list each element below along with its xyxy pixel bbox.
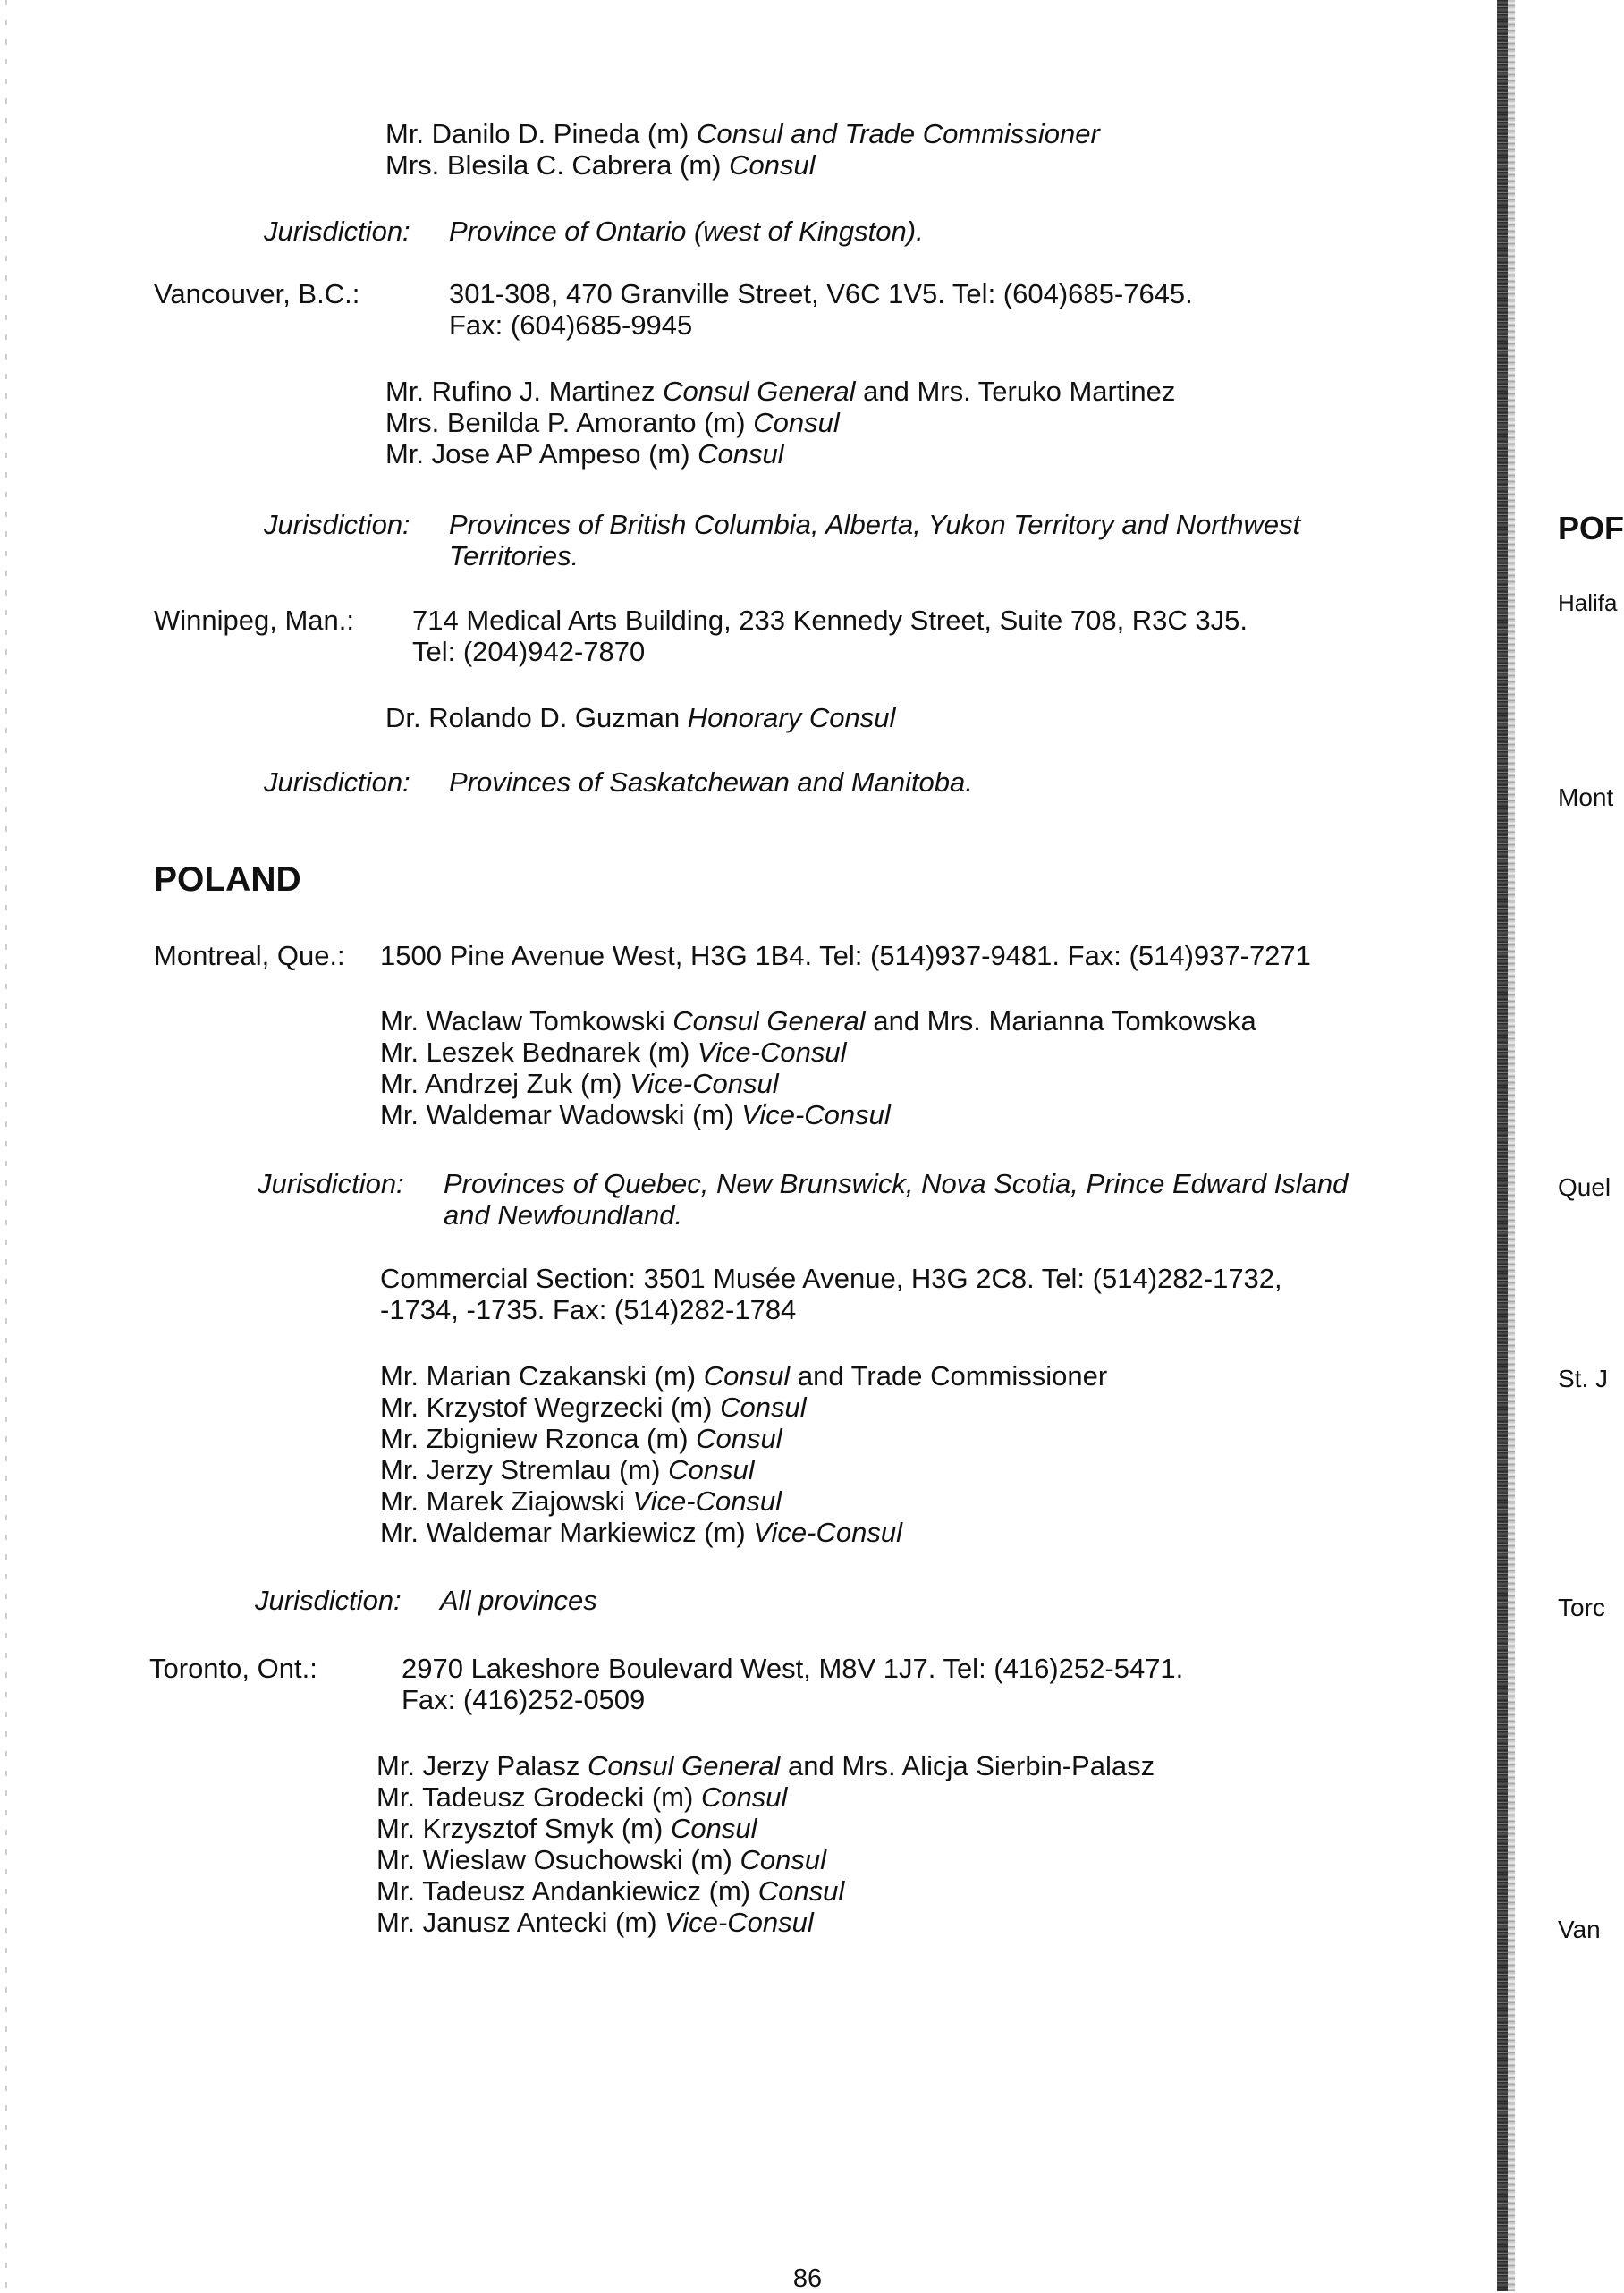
next-page-fragment: Mont	[1558, 783, 1614, 811]
staff-title: Vice-Consul	[697, 1037, 847, 1068]
montreal-address: 1500 Pine Avenue West, H3G 1B4. Tel: (514)937-9481. Fax: (514)937-7271	[380, 940, 1311, 971]
staff-line	[380, 1485, 1107, 1517]
staff-name: Mr. Danilo D. Pineda (m)	[385, 118, 689, 149]
staff-title: Consul	[668, 1454, 755, 1485]
scan-left-edge	[5, 0, 7, 2291]
staff-name: Mr. Krzystof Wegrzecki (m)	[380, 1392, 713, 1423]
address-line: Tel: (204)942-7870	[412, 636, 646, 667]
staff-line	[376, 1875, 1155, 1907]
staff-name: Mr. Rufino J. Martinez	[385, 376, 656, 407]
city-label-vancouver: Vancouver, B.C.:	[154, 278, 360, 309]
next-page-fragment: Halifa	[1558, 589, 1618, 616]
staff-line	[376, 1844, 1155, 1875]
staff-name: Mr. Leszek Bednarek (m)	[380, 1037, 690, 1068]
staff-line	[376, 1750, 1155, 1781]
staff-title: Consul	[729, 149, 816, 181]
staff-name: Mr. Waldemar Wadowski (m)	[380, 1099, 734, 1130]
next-page-fragment: Van	[1558, 1916, 1601, 1943]
jurisdiction-label: Jurisdiction:	[255, 1585, 402, 1616]
staff-line	[385, 376, 1175, 407]
staff-line	[380, 1392, 1107, 1423]
staff-line	[385, 407, 1175, 438]
staff-line	[385, 149, 1100, 181]
staff-name: Mr. Janusz Antecki (m)	[376, 1907, 657, 1938]
staff-title: Consul	[703, 1360, 791, 1392]
vancouver-staff-list	[385, 376, 1175, 470]
page-number: 86	[792, 2264, 823, 2293]
jurisdiction-text: Provinces of Saskatchewan and Manitoba.	[449, 766, 973, 798]
montreal-staff-list	[380, 1005, 1256, 1130]
city-label-winnipeg: Winnipeg, Man.:	[154, 605, 354, 636]
commercial-line: -1734, -1735. Fax: (514)282-1784	[380, 1294, 797, 1325]
address-line: 301-308, 470 Granville Street, V6C 1V5. Tel: (604)685-7645.	[449, 278, 1193, 309]
staff-name: Mr. Tadeusz Grodecki (m)	[376, 1781, 694, 1813]
next-page-fragment: Torc	[1558, 1594, 1605, 1621]
address-line: 714 Medical Arts Building, 233 Kennedy Street, Suite 708, R3C 3J5.	[412, 605, 1248, 636]
address-line: Fax: (416)252-0509	[402, 1684, 646, 1715]
staff-name: Mr. Marian Czakanski (m)	[380, 1360, 697, 1392]
staff-name: Mr. Marek Ziajowski	[380, 1485, 625, 1517]
montreal-jurisdiction	[444, 1168, 1348, 1231]
staff-line	[380, 1360, 1107, 1392]
staff-name: Mrs. Benilda P. Amoranto (m)	[385, 407, 746, 438]
staff-suffix: and Mrs. Teruko Martinez	[863, 376, 1176, 407]
jurisdiction-line: Territories.	[449, 540, 579, 571]
section-heading-poland: POLAND	[154, 860, 301, 899]
staff-name: Mr. Andrzej Zuk (m)	[380, 1068, 622, 1099]
staff-line	[376, 1907, 1155, 1938]
staff-suffix: and Mrs. Marianna Tomkowska	[873, 1005, 1256, 1037]
staff-line	[385, 702, 895, 733]
staff-title: Consul General	[672, 1005, 866, 1037]
city-label-montreal: Montreal, Que.:	[154, 940, 345, 971]
jurisdiction-label: Jurisdiction:	[264, 766, 410, 798]
vancouver-jurisdiction	[449, 509, 1300, 571]
staff-name: Mrs. Blesila C. Cabrera (m)	[385, 149, 722, 181]
staff-title: Consul	[700, 1781, 788, 1813]
staff-line	[380, 1037, 1256, 1068]
jurisdiction-label: Jurisdiction:	[264, 509, 410, 540]
staff-line	[380, 1423, 1107, 1454]
staff-title: Vice-Consul	[632, 1485, 782, 1517]
commercial-staff-list	[380, 1360, 1107, 1548]
staff-name: Mr. Krzysztof Smyk (m)	[376, 1813, 664, 1844]
staff-name: Mr. Zbigniew Rzonca (m)	[380, 1423, 689, 1454]
jurisdiction-text: Province of Ontario (west of Kingston).	[449, 216, 924, 247]
staff-name: Mr. Tadeusz Andankiewicz (m)	[376, 1875, 751, 1907]
next-page-fragment: Quel	[1558, 1173, 1611, 1201]
jurisdiction-label: Jurisdiction:	[264, 216, 410, 247]
binding-gutter-edge	[1508, 0, 1515, 2291]
address-line: Fax: (604)685-9945	[449, 309, 693, 341]
staff-line	[380, 1517, 1107, 1548]
vancouver-address	[449, 278, 1193, 341]
staff-title: Consul	[670, 1813, 757, 1844]
jurisdiction-label: Jurisdiction:	[258, 1168, 404, 1199]
staff-title: Consul and Trade Commissioner	[697, 118, 1100, 149]
staff-title: Consul	[753, 407, 840, 438]
toronto-address	[402, 1653, 1183, 1715]
staff-name: Dr. Rolando D. Guzman	[385, 702, 681, 733]
binding-gutter	[1497, 0, 1508, 2291]
toronto-staff-list	[376, 1750, 1155, 1938]
staff-suffix: and Mrs. Alicja Sierbin-Palasz	[788, 1750, 1155, 1781]
staff-line	[380, 1068, 1256, 1099]
staff-title: Vice-Consul	[630, 1068, 779, 1099]
staff-title: Consul	[740, 1844, 826, 1875]
staff-name: Mr. Jerzy Palasz	[376, 1750, 580, 1781]
staff-title: Vice-Consul	[664, 1907, 814, 1938]
staff-title: Consul General	[663, 376, 856, 407]
staff-title: Honorary Consul	[687, 702, 896, 733]
jurisdiction-line: Provinces of Quebec, New Brunswick, Nova Scotia, Prince Edward Island	[444, 1168, 1349, 1199]
staff-line	[380, 1099, 1256, 1130]
staff-line	[385, 118, 1100, 149]
staff-title: Vice-Consul	[741, 1099, 891, 1130]
staff-name: Mr. Wieslaw Osuchowski (m)	[376, 1844, 732, 1875]
staff-line	[376, 1813, 1155, 1844]
staff-name: Mr. Waldemar Markiewicz (m)	[380, 1517, 746, 1548]
staff-title: Consul	[720, 1392, 807, 1423]
address-line: 2970 Lakeshore Boulevard West, M8V 1J7. Tel: (416)252-5471.	[402, 1653, 1184, 1684]
next-page-fragment: St. J	[1558, 1365, 1609, 1392]
staff-suffix: and Trade Commissioner	[797, 1360, 1108, 1392]
staff-title: Consul	[696, 1423, 782, 1454]
jurisdiction-line: and Newfoundland.	[444, 1199, 683, 1231]
staff-name: Mr. Waclaw Tomkowski	[380, 1005, 665, 1037]
winnipeg-address	[412, 605, 1248, 667]
jurisdiction-line: Provinces of British Columbia, Alberta, Yukon Territory and Northwest	[449, 509, 1301, 540]
jurisdiction-text: All provinces	[440, 1585, 597, 1616]
city-label-toronto: Toronto, Ont.:	[149, 1653, 317, 1684]
staff-line	[380, 1454, 1107, 1485]
commercial-line: Commercial Section: 3501 Musée Avenue, H3G 2C8. Tel: (514)282-1732,	[380, 1263, 1282, 1294]
staff-title: Consul	[757, 1875, 845, 1907]
staff-line	[376, 1781, 1155, 1813]
staff-title: Consul	[698, 438, 784, 470]
philippines-ottawa-staff-list	[385, 118, 1100, 181]
next-page-heading-fragment: POF	[1558, 510, 1624, 546]
staff-line	[380, 1005, 1256, 1037]
staff-line	[385, 438, 1175, 470]
commercial-section	[380, 1263, 1282, 1325]
staff-name: Mr. Jerzy Stremlau (m)	[380, 1454, 661, 1485]
staff-name: Mr. Jose AP Ampeso (m)	[385, 438, 690, 470]
staff-title: Consul General	[588, 1750, 781, 1781]
staff-title: Vice-Consul	[753, 1517, 902, 1548]
